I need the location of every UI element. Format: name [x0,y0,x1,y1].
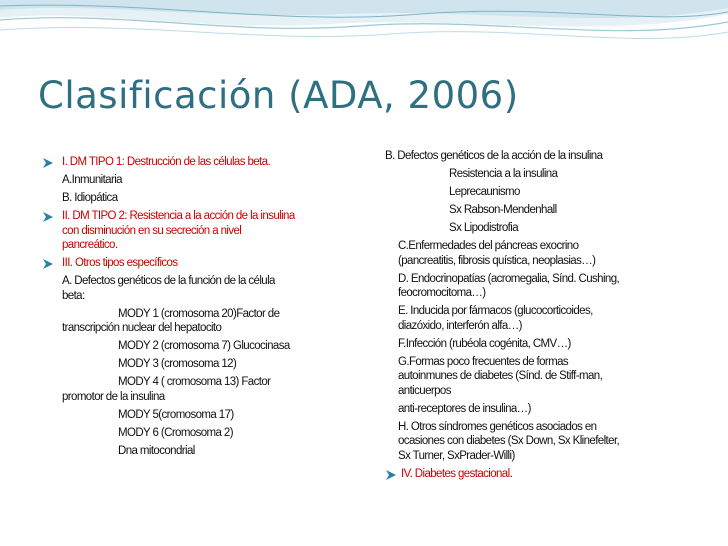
list-item-type1-b: B. Idiopática [62,192,118,204]
right-column [385,149,705,481]
list-item-mody6: MODY 6 (Cromosoma 2) [118,426,233,439]
list-item-type1: I. DM TIPO 1: Destrucción de las células beta. [42,155,362,170]
list-item-type1-a: A.Inmunitaria [62,174,122,186]
list-item-mody3: MODY 3 (cromosoma 12) [118,358,237,370]
list-item-d: D. Endocrinopatías (acromegalia, Sínd. Cushing, feocromocitoma…) [398,272,620,299]
arrow-bullet-icon [42,157,54,169]
list-item-type3-a: A. Defectos genéticos de la función de la célula beta: [62,275,275,302]
list-item-mody5: MODY 5(cromosoma 17) [118,408,234,421]
list-item-mody1: MODY 1 (cromosoma 20)Factor de transcripción nuclear del hepatocito [62,307,280,334]
list-item-b4: Sx Lipodistrofia [449,222,519,234]
list-item-b: B. Defectos genéticos de la acción de la insulina [385,150,603,162]
header-wave-decoration [0,0,728,80]
slide-title: Clasificación (ADA, 2006) [38,74,519,117]
list-item-c: C.Enfermedades del páncreas exocrino (pancreatitis, fibrosis quística, neoplasias…) [398,240,596,267]
list-item-type2: II. DM TIPO 2: Resistencia a la acción de la insulina con disminución en su secreción a nivel pancreático. [42,209,362,253]
list-item-g: G.Formas poco frecuentes de formas autoinmunes de diabetes (Sínd. de Stiff-man, anticuerpos anti-receptores de insulina…) [398,355,603,415]
list-item-b2: Leprecaunismo [449,186,520,198]
list-item-b3: Sx Rabson-Mendenhall [449,204,557,216]
arrow-bullet-icon [385,469,397,481]
list-item-gestational: IV. Diabetes gestacional. [385,467,705,482]
list-item-h: H. Otros síndromes genéticos asociados en ocasiones con diabetes (Sx Down, Sx Klinefelter, Sx Turner, SxPrader-Willi) [398,420,620,462]
left-column [42,155,362,462]
list-item-mody4: MODY 4 ( cromosoma 13) Factor promotor de la insulina [62,376,271,403]
list-item-dna: Dna mitocondrial [118,444,195,457]
list-item-b1: Resistencia a la insulina [449,168,558,180]
list-item-type3: III. Otros tipos específicos [42,256,362,271]
list-item-mody2: MODY 2 (cromosoma 7) Glucocinasa [118,340,290,352]
list-item-e: E. Inducida por fármacos (glucocorticoides, diazóxido, interferón alfa…) [398,305,593,332]
list-item-f: F.Infección (rubéola cogénita, CMV…) [398,337,571,350]
arrow-bullet-icon [42,258,54,270]
arrow-bullet-icon [42,211,54,223]
